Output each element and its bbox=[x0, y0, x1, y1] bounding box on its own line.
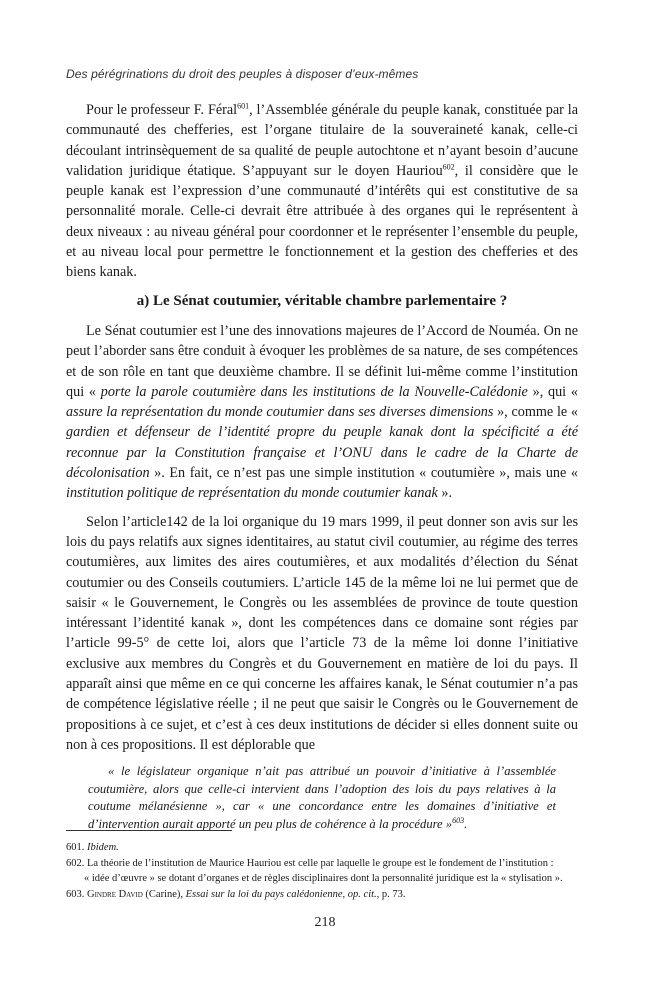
section-heading: a) Le Sénat coutumier, véritable chambre parlementaire ? bbox=[136, 292, 508, 309]
footnote-author: Gindre David bbox=[87, 888, 143, 900]
footnote-603 bbox=[66, 887, 580, 903]
footnote-title: Essai sur la loi du pays calédonienne, op. cit. bbox=[185, 888, 377, 900]
footnote-text: Ibidem. bbox=[87, 842, 119, 853]
footnotes bbox=[66, 840, 580, 902]
footnote-divider bbox=[66, 830, 232, 831]
italic-quote: porte la parole coutumière dans les institutions de la Nouvelle-Calédonie bbox=[100, 383, 528, 400]
quote-end: . bbox=[464, 816, 468, 831]
footnote-number: 603. bbox=[66, 888, 85, 900]
italic-quote: assure la représentation du monde coutumier dans ses diverses dimensions bbox=[66, 404, 494, 421]
text-span: , l’Assemblée générale du peuple kanak, constituée par la communauté des chefferies, est l’organe titulaire de la souveraineté kanak, celle-ci découlant intrinsèquement de sa qualité de peuple autochtone et n’ayant besoin d’aucune validation juridique étatique. S’appuyant sur le doyen Hauriou bbox=[66, 102, 578, 179]
footnote-601 bbox=[66, 840, 580, 856]
footnote-ref-602[interactable]: 602 bbox=[442, 162, 455, 172]
footnote-text: La théorie de l’institution de Maurice Hauriou est celle par laquelle le groupe est le fondement de l’institution : bbox=[87, 857, 554, 869]
quote-text: « le législateur organique n’ait pas attribué un pouvoir d’initiative à l’assemblée coutumière, alors que celle-ci intervient dans l’adoption des lois du pays relatives à la coutume mélanésienne », car « une concordance entre les domaines d’initiative et d’intervention aurait apporté un peu plus de cohérence à la procédure » bbox=[88, 764, 556, 831]
footnote-ref-603[interactable]: 603 bbox=[452, 815, 465, 825]
footnote-number: 602. bbox=[66, 857, 85, 869]
text-span: », comme le « bbox=[493, 404, 579, 421]
paragraph-2 bbox=[66, 321, 578, 504]
text-span: ». bbox=[437, 485, 453, 502]
main-text bbox=[66, 100, 578, 833]
italic-quote: gardien et défenseur de l’identité propre du peuple kanak dont la spécificité a été reconnue par la Constitution française et l’ONU dans le cadre de la Charte de décolonisation bbox=[66, 424, 578, 482]
paragraph-1 bbox=[66, 100, 578, 283]
text-span: Le Sénat coutumier est l’une des innovations majeures de l’Accord de Nouméa. On ne peut l’aborder sans être conduit à évoquer les problèmes de sa nature, de ses compétences et de son rôle en tant que deuxième chambre. Il se définit lui-même comme l’institution qui « bbox=[66, 322, 578, 400]
footnote-ref-601[interactable]: 601 bbox=[237, 101, 250, 111]
footnote-text-continued: « idée d’œuvre » se dotant d’organes et de règles disciplinaires dont la personnalité juridique est la « stylisation ». bbox=[84, 873, 563, 884]
paragraph-3: Selon l’article142 de la loi organique du 19 mars 1999, il peut donner son avis sur les lois du pays relatifs aux signes identitaires, au statut civil coutumier, au régime des terres coutumières, aux limites des aires coutumières, et aux modalités d’élection du Sénat coutumier ou des Conseils coutumiers. L’article 145 de la même loi ne lui permet que de saisir « le Gouvernement, le Congrès ou les assemblées de province de toute question intéressant l’identité kanak », dont les compétences dans ce domaine sont régies par l’article 99-5° de cette loi, alors que l’article 73 de la même loi donne l’initiative exclusive aux membres du Congrès et du Gouvernement en matière de loi du pays. Il apparaît ainsi que même en ce qui concerne les affaires kanak, le Sénat coutumier n’a pas de compétence législative réelle ; il ne peut que saisir le Congrès ou le Gouvernement de propositions à ce sujet, et c’est à ces deux institutions de décider si elles donnent suite ou non à ces propositions. Il est déplorable que bbox=[66, 513, 578, 753]
footnote-text: , p. 73. bbox=[376, 888, 406, 900]
italic-quote: institution politique de représentation du monde coutumier kanak bbox=[66, 485, 438, 502]
footnote-number: 601. bbox=[66, 842, 85, 853]
block-quote bbox=[88, 763, 556, 833]
text-span: , il considère que le peuple kanak est l’expression d’une communauté d’intérêts qui est constitutive de sa personnalité morale. Celle-ci devrait être attribuée à des organes qui le représentent à deux niveaux : au niveau général pour coordonner et le représenter l’ensemble du peuple, et au niveau local pour permettre le fonctionnement et la gestion des chefferies et des biens kanak. bbox=[66, 162, 578, 281]
footnote-602 bbox=[66, 856, 580, 887]
text-span: », qui « bbox=[527, 383, 578, 400]
text-span: ». En fait, ce n’est pas une simple institution « coutumière », mais une « bbox=[149, 465, 578, 482]
page-number: 218 bbox=[314, 915, 336, 930]
footnote-text: (Carine), bbox=[142, 888, 186, 900]
running-header: Des pérégrinations du droit des peuples à disposer d’eux-mêmes bbox=[66, 67, 419, 81]
text-span: Pour le professeur F. Féral bbox=[86, 102, 238, 118]
